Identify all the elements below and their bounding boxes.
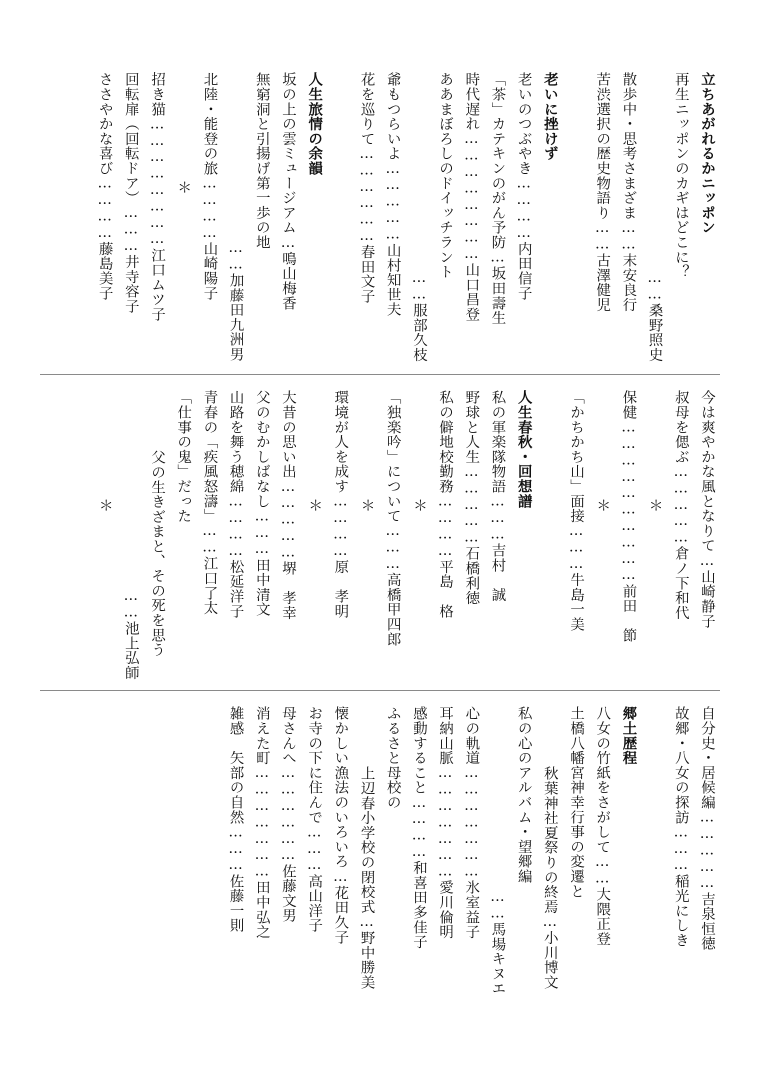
- asterisk-separator: ＊: [646, 497, 663, 513]
- toc-entry: 環境が人を成す…………原 孝明: [332, 390, 349, 619]
- divider-rule: [40, 374, 720, 375]
- toc-entry: 「茶」カテキンのがん予防…坂田壽生: [489, 72, 506, 326]
- toc-entry: 「かちかち山」面接………牛島一美: [568, 390, 585, 632]
- asterisk-separator: ＊: [594, 497, 611, 513]
- toc-entry: 散歩中・思考さまざま……末安良行: [620, 72, 637, 312]
- toc-entry: 叔母を偲ぶ……………倉ノ下和代: [672, 390, 689, 620]
- toc-entry: 自分史・居候編……………吉泉恒徳: [699, 706, 715, 951]
- toc-entry-continued: 上辺春小学校の閉校式…野中勝美: [358, 766, 375, 990]
- toc-entry: 消えた町…………………田中弘之: [253, 706, 270, 940]
- toc-entry: ふるさと母校の: [384, 706, 401, 810]
- toc-entry: ささやかな喜び…………藤島美子: [96, 72, 113, 301]
- blank-column: [537, 390, 563, 680]
- section-heading: 郷土歴程: [620, 706, 637, 766]
- section-heading: 立ちあがれるかニッポン: [699, 72, 715, 235]
- toc-entry: 招き猫……………………江口ムツ子: [149, 72, 166, 322]
- toc-entry: 青春の「疾風怒濤」……江口了太: [201, 390, 218, 616]
- toc-entry: 私の心のアルバム・望郷編: [515, 706, 532, 884]
- toc-entry: 爺もつらいよ……………山村知世夫: [384, 72, 401, 317]
- toc-entry: 私の軍楽隊物語………吉村 誠: [489, 390, 506, 602]
- toc-entry: 今は爽やかな風となりて…山崎静子: [699, 390, 715, 629]
- contents-tier-lower: [40, 706, 720, 996]
- toc-entry: 再生ニッポンのカギはどこに？: [672, 72, 689, 280]
- toc-entry: 「仕事の鬼」だった: [175, 390, 192, 524]
- toc-author-line: ……池上弘師: [122, 588, 139, 680]
- toc-entry: 山路を舞う穂綿…………松延洋子: [227, 390, 244, 619]
- asterisk-separator: ＊: [96, 497, 113, 513]
- toc-entry: 坂の上の雲ミュージアム…鳴山梅香: [280, 72, 296, 311]
- section-heading: 老いに挫けず: [541, 72, 558, 161]
- toc-entry: 保健…………………………前田 節: [620, 390, 637, 643]
- toc-entry: 花を巡りて………………春田文子: [358, 72, 375, 304]
- toc-entry: 苦渋選択の歴史物語り……古澤健児: [594, 72, 611, 312]
- asterisk-separator: ＊: [306, 497, 323, 513]
- section-heading: 人生旅情の余韻: [306, 72, 323, 176]
- divider-rule: [40, 690, 720, 691]
- blank-column: [563, 72, 589, 362]
- toc-entry: 父のむかしばなし………田中清文: [253, 390, 270, 617]
- toc-author-line: ……桑野照史: [646, 270, 663, 362]
- toc-entry: 故郷・八女の探訪………稲光にしき: [672, 706, 689, 948]
- contents-tier-middle: [40, 390, 720, 680]
- toc-author-line: ……馬場キヌエ: [489, 889, 506, 996]
- toc-entry: ああまぼろしのドイッチラント: [437, 72, 454, 280]
- toc-entry: 八女の竹紙をさがして……大隈正登: [594, 706, 611, 946]
- toc-entry: 感動すること…………和喜田多佳子: [410, 706, 427, 950]
- contents-tier-upper: [40, 72, 720, 362]
- toc-entry: お寺の下に住んで………高山洋子: [306, 706, 323, 933]
- toc-entry: 懐かしい漁法のいろいろ…花田久子: [332, 706, 349, 945]
- toc-entry: 心の軌道…………………氷室益子: [463, 706, 480, 940]
- toc-entry: 時代遅れ……………………山口昌登: [463, 72, 480, 322]
- blank-column: [641, 706, 667, 996]
- toc-entry: 回転扉（回転ドア）………井寺容子: [122, 72, 139, 314]
- toc-entry: 土橋八幡宮神幸行事の変遷と: [568, 706, 585, 899]
- toc-entry: 私の僻地校勤務…………平島 格: [437, 390, 454, 619]
- toc-entry: 北陸・能登の旅…………山崎陽子: [201, 72, 218, 301]
- toc-entry-continued: 父の生きざまと、その死を思う: [149, 450, 166, 658]
- toc-entry: 無窮洞と引揚げ第一歩の地: [253, 72, 270, 250]
- toc-entry: 野球と人生……………石橋利徳: [463, 390, 480, 606]
- toc-entry: 雑感 矢部の自然………佐藤一則: [227, 706, 244, 933]
- asterisk-separator: ＊: [358, 497, 375, 513]
- toc-entry: 耳納山脈…………………愛川倫明: [437, 706, 454, 940]
- toc-author-line: ……加藤田九洲男: [227, 240, 244, 362]
- blank-column: [327, 72, 353, 362]
- toc-entry: 大昔の思い出……………堺 孝幸: [280, 390, 296, 620]
- toc-entry: 「独楽吟」について………高橋甲四郎: [384, 390, 401, 647]
- toc-entry: 老いのつぶやき…………内田信子: [515, 72, 532, 301]
- toc-author-line: ……服部久枝: [410, 270, 427, 362]
- toc-entry: 母さんへ………………佐藤文男: [280, 706, 296, 923]
- section-heading: 人生春秋・回想譜: [515, 390, 532, 509]
- asterisk-separator: ＊: [175, 179, 192, 195]
- asterisk-separator: ＊: [410, 497, 427, 513]
- toc-entry-continued: 秋葉神社夏祭りの終焉…小川博文: [541, 766, 558, 990]
